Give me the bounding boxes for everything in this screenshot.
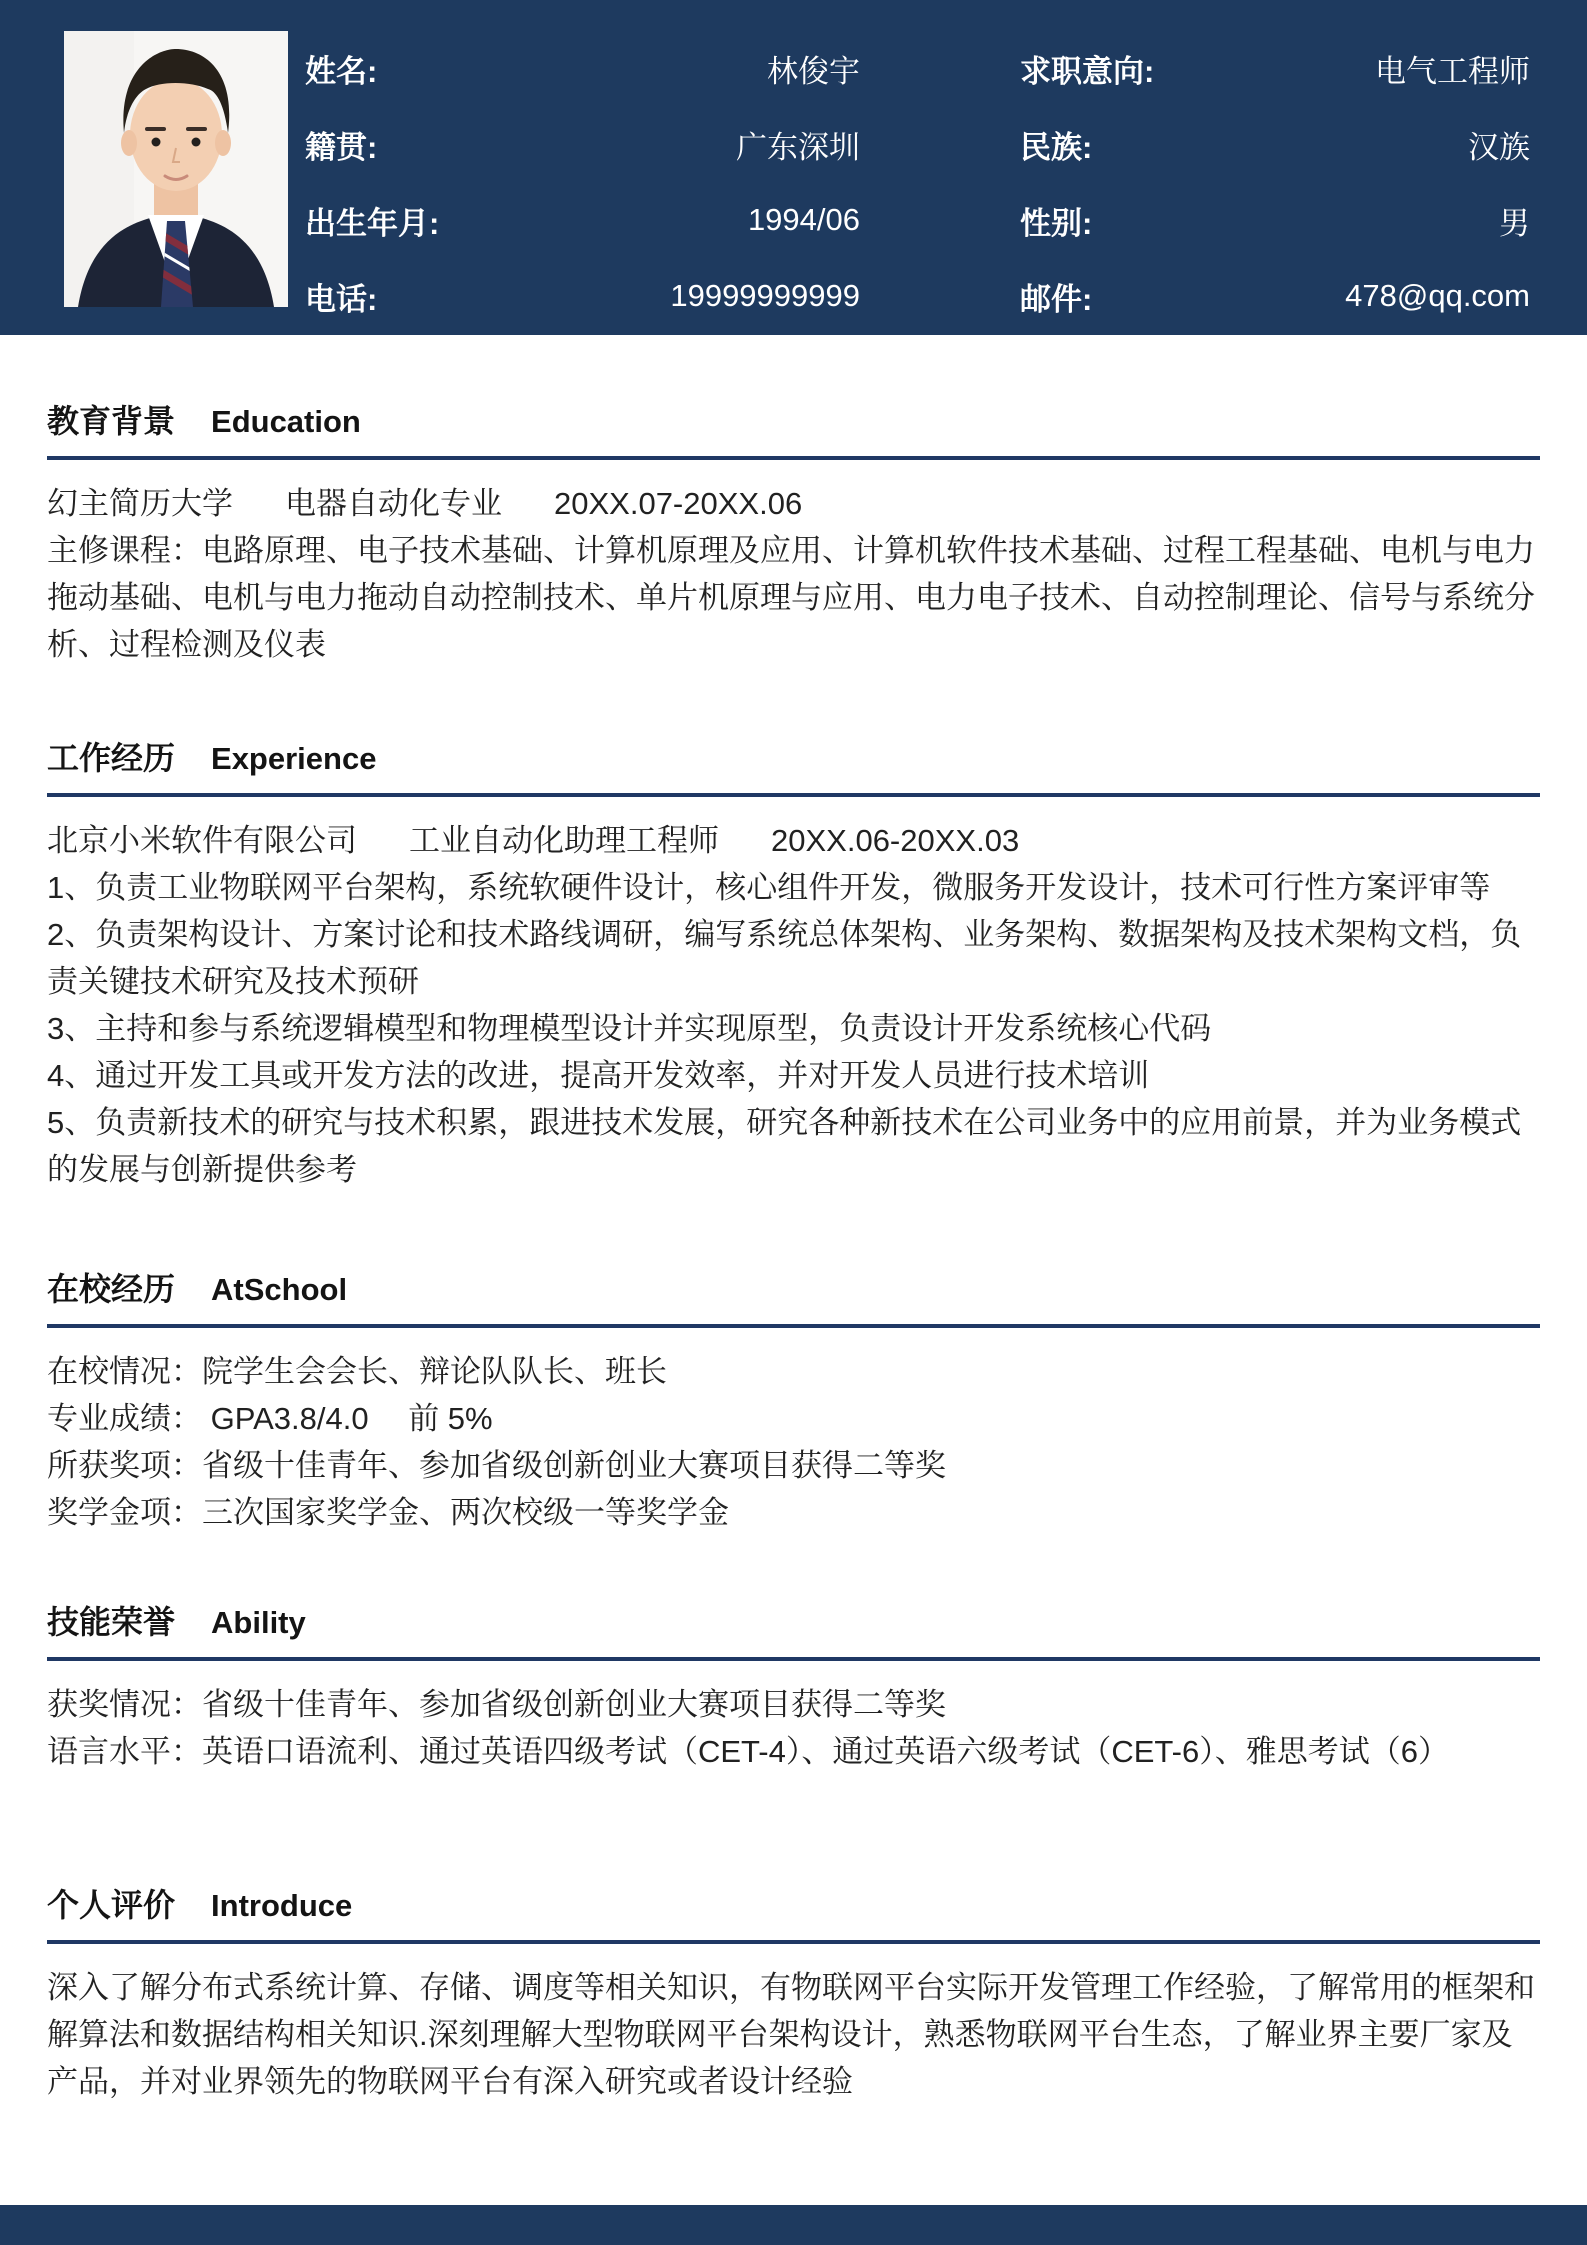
ability-title-zh: 技能荣誉 (47, 1604, 176, 1640)
experience-item: 5、负责新技术的研究与技术积累，跟进技术发展，研究各种新技术在公司业务中的应用前景，并为业务模式的发展与创新提供参考 (47, 1105, 1522, 1187)
education-title-en: Education (211, 404, 361, 439)
ethnicity-label: 民族: (1020, 129, 1093, 165)
education-title-zh: 教育背景 (47, 403, 176, 439)
atschool-line: 奖学金项：三次国家奖学金、两次校级一等奖学金 (47, 1495, 729, 1530)
education-divider (47, 456, 1540, 460)
phone-value: 19999999999 (670, 278, 860, 313)
company-name: 北京小米软件有限公司 (47, 823, 357, 858)
section-introduce (47, 1883, 1540, 2105)
ability-divider (47, 1657, 1540, 1661)
footer-band (0, 2205, 1587, 2245)
header-band (0, 0, 1587, 335)
experience-item: 4、通过开发工具或开发方法的改进，提高开发效率，并对开发人员进行技术培训 (47, 1058, 1150, 1093)
gender-value: 男 (1499, 205, 1530, 241)
section-atschool (47, 1267, 1540, 1536)
experience-item: 3、主持和参与系统逻辑模型和物理模型设计并实现原型，负责设计开发系统核心代码 (47, 1011, 1212, 1046)
education-title (47, 399, 1540, 444)
header-row-contact (305, 275, 1530, 317)
education-courses: 主修课程：电路原理、电子技术基础、计算机原理及应用、计算机软件技术基础、过程工程基础、电机与电力拖动基础、电机与电力拖动自动控制技术、单片机原理与应用、电力电子技术、自动控制理论、信号与系统分析、过程检测及仪表 (47, 533, 1535, 662)
ethnicity-value: 汉族 (1468, 129, 1530, 165)
resume-body (47, 335, 1540, 2105)
job-intention-label: 求职意向: (1020, 53, 1155, 89)
gender-label: 性别: (1020, 205, 1093, 241)
education-period: 20XX.07-20XX.06 (554, 486, 803, 521)
introduce-title-zh: 个人评价 (47, 1887, 176, 1923)
header-row-origin (305, 123, 1530, 165)
atschool-body (47, 1348, 1540, 1536)
email-label: 邮件: (1020, 281, 1093, 317)
origin-value: 广东深圳 (736, 129, 860, 165)
header-fields (305, 47, 1530, 317)
section-experience (47, 736, 1540, 1193)
experience-period: 20XX.06-20XX.03 (771, 823, 1020, 858)
experience-title (47, 736, 1540, 781)
atschool-line: 所获奖项：省级十佳青年、参加省级创新创业大赛项目获得二等奖 (47, 1448, 946, 1483)
education-body (47, 480, 1540, 668)
ability-line: 语言水平：英语口语流利、通过英语四级考试（CET-4）、通过英语六级考试（CET-6）、雅思考试（6） (47, 1734, 1449, 1769)
birth-date-value: 1994/06 (747, 202, 860, 237)
experience-divider (47, 793, 1540, 797)
section-education (47, 399, 1540, 668)
major-name: 电器自动化专业 (285, 486, 502, 521)
birth-date-label: 出生年月: (305, 205, 440, 241)
atschool-title-zh: 在校经历 (47, 1271, 176, 1307)
introduce-divider (47, 1940, 1540, 1944)
atschool-line: 专业成绩： GPA3.8/4.0 前 5% (47, 1401, 493, 1436)
job-title: 工业自动化助理工程师 (409, 823, 719, 858)
origin-label: 籍贯: (305, 129, 378, 165)
ability-body (47, 1681, 1540, 1775)
introduce-title (47, 1883, 1540, 1928)
school-name: 幻主简历大学 (47, 486, 233, 521)
experience-title-en: Experience (211, 741, 377, 776)
email-value: 478@qq.com (1345, 278, 1530, 313)
section-ability (47, 1600, 1540, 1775)
atschool-title (47, 1267, 1540, 1312)
experience-item: 2、负责架构设计、方案讨论和技术路线调研，编写系统总体架构、业务架构、数据架构及技术架构文档，负责关键技术研究及技术预研 (47, 917, 1522, 999)
experience-item: 1、负责工业物联网平台架构，系统软硬件设计，核心组件开发，微服务开发设计，技术可行性方案评审等 (47, 870, 1491, 905)
ability-line: 获奖情况：省级十佳青年、参加省级创新创业大赛项目获得二等奖 (47, 1687, 946, 1722)
header-row-name (305, 47, 1530, 89)
experience-body (47, 817, 1540, 1193)
name-label: 姓名: (305, 53, 378, 89)
header-row-birth (305, 199, 1530, 241)
atschool-line: 在校情况：院学生会会长、辩论队队长、班长 (47, 1354, 667, 1389)
experience-meta (47, 817, 1540, 864)
name-value: 林俊宇 (767, 53, 860, 89)
experience-title-zh: 工作经历 (47, 740, 176, 776)
ability-title (47, 1600, 1540, 1645)
introduce-body (47, 1964, 1540, 2105)
introduce-text: 深入了解分布式系统计算、存储、调度等相关知识，有物联网平台实际开发管理工作经验，了解常用的框架和解算法和数据结构相关知识.深刻理解大型物联网平台架构设计，熟悉物联网平台生态，了解业界主要厂家及产品，并对业界领先的物联网平台有深入研究或者设计经验 (47, 1970, 1535, 2099)
ability-title-en: Ability (211, 1605, 306, 1640)
introduce-title-en: Introduce (211, 1888, 353, 1923)
portrait-illustration (64, 31, 288, 307)
phone-label: 电话: (305, 281, 378, 317)
atschool-title-en: AtSchool (211, 1272, 348, 1307)
job-intention-value: 电气工程师 (1375, 53, 1530, 89)
portrait-photo (64, 31, 288, 307)
atschool-divider (47, 1324, 1540, 1328)
education-meta (47, 480, 1540, 527)
